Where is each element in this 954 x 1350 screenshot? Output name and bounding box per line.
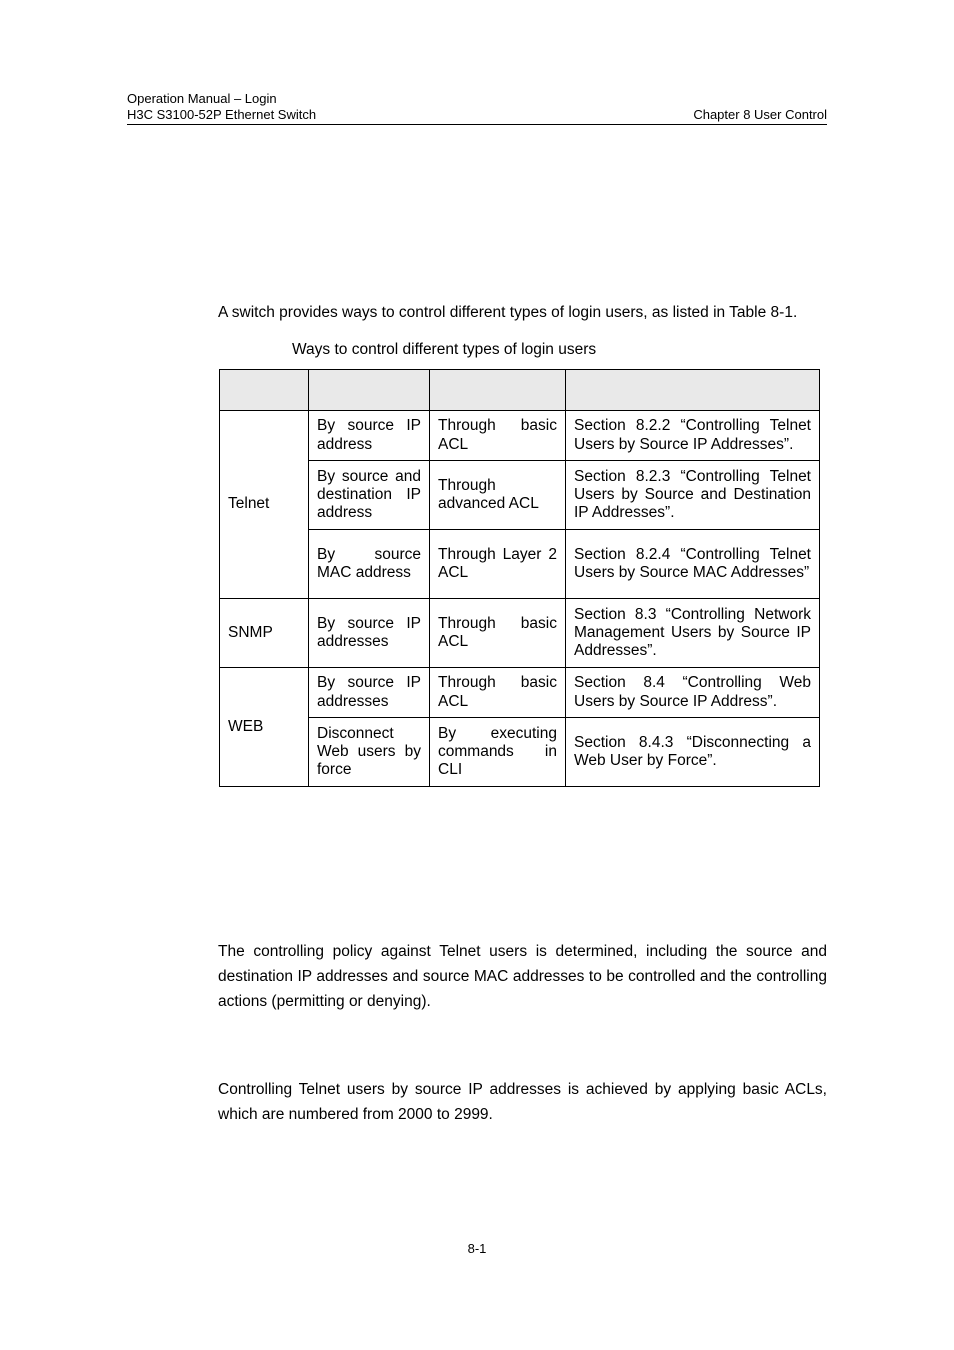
reference-cell: Section 8.2.3 “Controlling Telnet Users by Source and Destination IP Addresses”. (566, 461, 820, 530)
policy-paragraph: The controlling policy against Telnet users is determined, including the source and destination IP addresses and source MAC addresses to be controlled and the controlling actions (permitting or denying). (218, 943, 827, 1010)
implementation-cell: By executing commands in CLI (430, 718, 566, 787)
implementation-cell: Through basic ACL (430, 668, 566, 718)
method-cell: Disconnect Web users by force (309, 718, 430, 787)
method-cell: By source IP addresses (309, 599, 430, 668)
reference-cell: Section 8.2.2 “Controlling Telnet Users by Source IP Addresses”. (566, 411, 820, 461)
user-type-cell: SNMP (220, 599, 309, 668)
reference-cell: Section 8.3 “Controlling Network Management Users by Source IP Addresses”. (566, 599, 820, 668)
chapter-title: Chapter 8 User Control (693, 107, 827, 122)
table-header-row (220, 370, 820, 411)
reference-cell: Section 8.4 “Controlling Web Users by Source IP Address”. (566, 668, 820, 718)
header-cell (309, 370, 430, 411)
table-row (220, 411, 820, 461)
implementation-cell: Through basic ACL (430, 411, 566, 461)
header-cell (566, 370, 820, 411)
method-cell: By source IP address (309, 411, 430, 461)
header-cell (430, 370, 566, 411)
table-row (220, 530, 820, 599)
page-number: 8-1 (467, 1241, 487, 1256)
implementation-cell: Through advanced ACL (430, 461, 566, 530)
product-name: H3C S3100-52P Ethernet Switch (127, 107, 317, 122)
acl-paragraph: Controlling Telnet users by source IP addresses is achieved by applying basic ACLs, which are numbered from 2000 to 2999. (218, 1081, 827, 1123)
method-cell: By source IP addresses (309, 668, 430, 718)
method-cell: By source MAC address (309, 530, 430, 599)
reference-cell: Section 8.2.4 “Controlling Telnet Users by Source MAC Addresses” (566, 530, 820, 599)
table-row (220, 668, 820, 718)
user-type-cell: Telnet (220, 411, 309, 599)
header-left (127, 91, 316, 123)
intro-paragraph: A switch provides ways to control different types of login users, as listed in Table 8-1. (218, 304, 798, 321)
login-control-table (219, 369, 820, 787)
table-caption: Ways to control different types of login users (292, 341, 597, 358)
implementation-cell: Through basic ACL (430, 599, 566, 668)
header-cell (220, 370, 309, 411)
implementation-cell: Through Layer 2 ACL (430, 530, 566, 599)
table-row (220, 599, 820, 668)
method-cell: By source and destination IP address (309, 461, 430, 530)
user-type-cell: WEB (220, 668, 309, 787)
header-rule (127, 124, 827, 125)
manual-title: Operation Manual – Login (127, 91, 277, 106)
reference-cell: Section 8.4.3 “Disconnecting a Web User by Force”. (566, 718, 820, 787)
table-row (220, 461, 820, 530)
table-row (220, 718, 820, 787)
